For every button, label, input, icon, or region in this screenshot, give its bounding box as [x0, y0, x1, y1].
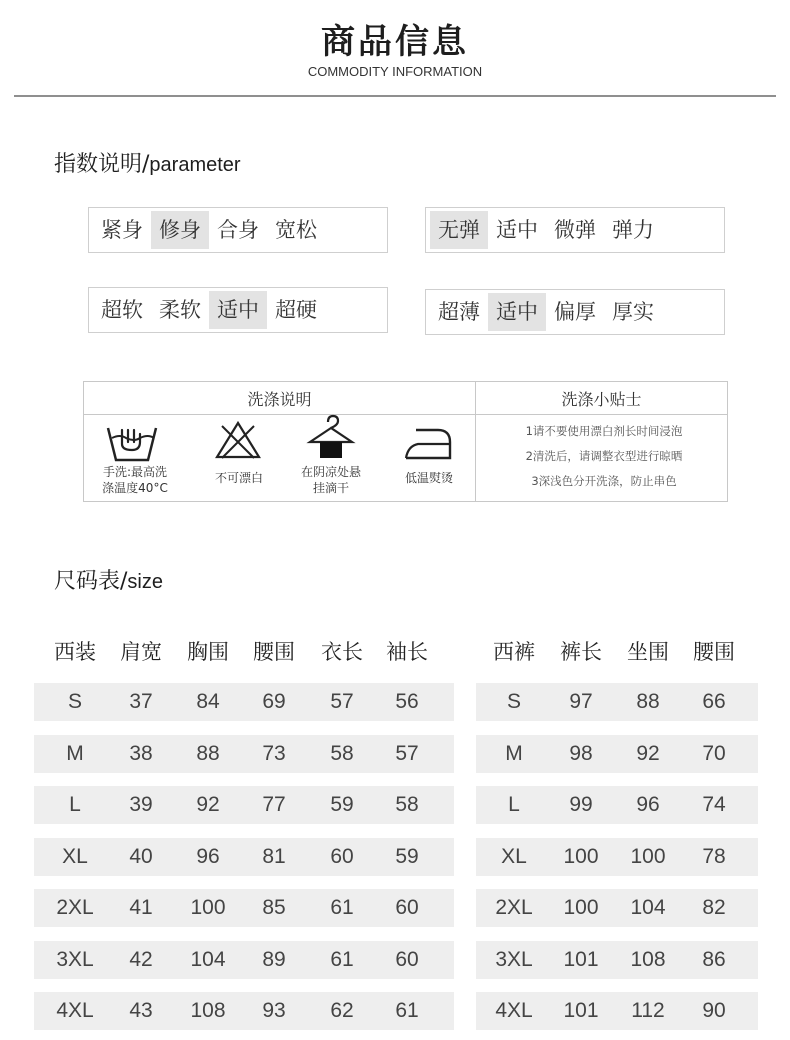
suit-size-table-cell: XL	[62, 844, 88, 868]
pants-size-table-cell: 4XL	[495, 999, 533, 1022]
suit-size-table-row	[34, 683, 454, 721]
suit-size-table-cell: 40	[129, 844, 153, 868]
suit-size-table-cell: 77	[262, 793, 286, 816]
suit-size-table-cell: 104	[190, 947, 226, 971]
suit-size-table-cell: 42	[129, 947, 153, 971]
pants-size-table-cell: XL	[501, 844, 527, 868]
suit-size-table-cell: 4XL	[56, 999, 94, 1022]
pants-size-table-row	[476, 786, 758, 824]
washing-tips-title: 洗涤小贴士	[561, 390, 642, 409]
suit-size-table-cell: 57	[395, 741, 419, 765]
size-label-cn: 尺码表/	[54, 569, 128, 594]
pants-size-table-cell: 98	[569, 741, 593, 765]
suit-size-table-cell: 58	[395, 793, 419, 816]
suit-size-table-cell: 60	[330, 844, 354, 868]
suit-size-table-cell: 37	[129, 690, 153, 713]
parameter-option: 微弹	[554, 218, 596, 242]
washing-panel	[83, 381, 728, 502]
pants-size-header-cell: 西裤	[493, 640, 535, 664]
no-bleach-caption: 不可漂白	[214, 471, 263, 485]
size-label-en: size	[127, 571, 163, 593]
pants-size-table-row	[476, 992, 758, 1030]
suit-size-table-cell: 57	[330, 690, 354, 713]
parameter-option: 超薄	[438, 300, 480, 324]
hang-dry-shade-icon	[306, 414, 356, 460]
low-temp-iron-icon	[402, 422, 454, 462]
suit-size-table-cell: 61	[330, 947, 354, 971]
suit-size-table-cell: S	[67, 690, 82, 713]
suit-size-table-cell: 2XL	[56, 896, 94, 919]
pants-size-header-cell: 腰围	[693, 640, 735, 664]
suit-size-table-cell: 61	[330, 896, 354, 919]
suit-size-table-cell: 59	[395, 844, 419, 868]
pants-size-table-cell: 78	[702, 844, 726, 868]
thickness-index	[425, 289, 725, 335]
pants-size-table-cell: 90	[702, 999, 726, 1022]
pants-size-table-cell: 74	[702, 793, 726, 816]
suit-size-table-cell: 58	[330, 741, 354, 765]
parameter-label-en: parameter	[149, 154, 241, 176]
pants-size-table-cell: 100	[563, 844, 599, 868]
pants-size-header-cell: 裤长	[560, 640, 602, 664]
suit-size-header-cell: 衣长	[321, 640, 363, 664]
parameter-option: 弹力	[612, 218, 654, 242]
size-section-label	[54, 564, 163, 595]
pants-size-table-cell: 100	[630, 844, 666, 868]
hang-dry-caption-line2: 挂滴干	[312, 481, 349, 495]
hand-wash-icon	[104, 420, 160, 464]
parameter-option: 紧身	[101, 218, 143, 242]
pants-size-table-cell: 101	[563, 947, 599, 971]
pants-size-table-cell: 2XL	[495, 896, 533, 919]
parameter-option: 厚实	[612, 300, 654, 324]
suit-size-table-row	[34, 941, 454, 979]
suit-size-table-cell: 59	[330, 793, 354, 816]
pants-size-table-cell: 100	[563, 896, 599, 919]
suit-size-table-cell: 73	[262, 741, 286, 765]
suit-size-table-cell: 81	[262, 844, 286, 868]
suit-size-table-cell: 60	[395, 896, 419, 919]
pants-size-table-cell: S	[506, 690, 521, 713]
suit-size-table-cell: 61	[395, 999, 419, 1022]
suit-size-table-row	[34, 838, 454, 876]
suit-size-table-cell: M	[66, 741, 84, 765]
pants-size-table-row	[476, 889, 758, 927]
pants-size-table-cell: 104	[630, 896, 666, 919]
hand-wash-caption-line2: 涤温度40°C	[102, 481, 168, 495]
suit-size-table-cell: 69	[262, 690, 286, 713]
pants-size-table-cell: 3XL	[495, 947, 533, 971]
suit-size-table-cell: L	[69, 793, 81, 816]
suit-size-header-cell: 西装	[54, 640, 96, 664]
page-title: 商品信息	[321, 22, 469, 62]
pants-size-table-row	[476, 735, 758, 773]
suit-size-table-cell: 85	[262, 896, 286, 919]
suit-size-table-cell: 92	[196, 793, 220, 816]
suit-size-table-cell: 39	[129, 793, 153, 816]
fit-index	[88, 207, 388, 253]
pants-size-table-cell: 97	[569, 690, 593, 713]
parameter-option: 宽松	[275, 218, 317, 242]
pants-size-table-cell: 92	[636, 741, 660, 765]
pants-size-table-cell: 82	[702, 896, 726, 919]
suit-size-header-cell: 袖长	[386, 640, 428, 664]
suit-size-header-cell: 胸围	[187, 640, 229, 664]
parameter-option: 柔软	[159, 298, 201, 322]
parameter-section-label	[54, 147, 241, 178]
parameter-label-cn: 指数说明/	[54, 152, 150, 177]
washing-divider-horizontal	[84, 414, 727, 415]
suit-size-table-cell: 43	[129, 999, 153, 1022]
parameter-option: 无弹	[430, 211, 488, 249]
washing-tip-3: 3深浅色分开洗涤，防止串色	[531, 474, 677, 488]
suit-size-table-cell: 60	[395, 947, 419, 971]
washing-title: 洗涤说明	[247, 390, 312, 409]
suit-size-table-cell: 100	[190, 896, 226, 919]
suit-size-table-cell: 62	[330, 999, 354, 1022]
suit-size-table-row	[34, 889, 454, 927]
suit-size-table-cell: 38	[129, 741, 153, 765]
washing-tip-2: 2清洗后，请调整衣型进行晾晒	[525, 449, 683, 463]
suit-size-table-cell: 56	[395, 690, 419, 713]
parameter-option: 超硬	[275, 298, 317, 322]
parameter-option: 修身	[151, 211, 209, 249]
parameter-option: 适中	[209, 291, 267, 329]
suit-size-table-row	[34, 992, 454, 1030]
stretch-index	[425, 207, 725, 253]
pants-size-table-row	[476, 941, 758, 979]
softness-index	[88, 287, 388, 333]
suit-size-table-cell: 88	[196, 741, 220, 765]
pants-size-header-cell: 坐围	[627, 640, 669, 664]
suit-size-header-cell: 腰围	[253, 640, 295, 664]
suit-size-table-cell: 96	[196, 844, 220, 868]
parameter-option: 适中	[496, 218, 538, 242]
washing-tip-1: 1请不要使用漂白剂长时间浸泡	[525, 424, 683, 438]
pants-size-table-row	[476, 683, 758, 721]
hang-dry-caption-line1: 在阴凉处悬	[300, 465, 361, 479]
hand-wash-caption-line1: 手洗:最高洗	[102, 465, 168, 479]
pants-size-table-cell: L	[508, 793, 520, 816]
parameter-option: 偏厚	[554, 300, 596, 324]
pants-size-table-cell: 96	[636, 793, 660, 816]
pants-size-table-cell: M	[505, 741, 523, 765]
parameter-option: 适中	[488, 293, 546, 331]
suit-size-table-cell: 3XL	[56, 947, 94, 971]
pants-size-table-cell: 70	[702, 741, 726, 765]
pants-size-table-cell: 112	[631, 999, 665, 1022]
suit-size-table-row	[34, 786, 454, 824]
suit-size-header-cell: 肩宽	[120, 640, 162, 664]
parameter-option: 超软	[101, 298, 143, 322]
suit-size-table-cell: 41	[129, 896, 153, 919]
low-temp-iron-caption: 低温熨烫	[404, 471, 453, 485]
suit-size-table-cell: 93	[262, 999, 286, 1022]
no-bleach-icon	[214, 420, 262, 460]
parameter-option: 合身	[217, 218, 259, 242]
suit-size-table-row	[34, 735, 454, 773]
pants-size-table-cell: 101	[563, 999, 599, 1022]
pants-size-table-row	[476, 838, 758, 876]
title-divider	[14, 95, 776, 97]
pants-size-table-cell: 66	[702, 690, 726, 713]
pants-size-table-cell: 108	[630, 947, 666, 971]
suit-size-table-cell: 84	[196, 690, 220, 713]
suit-size-table-cell: 108	[190, 999, 226, 1022]
pants-size-table-cell: 88	[636, 690, 660, 713]
page-subtitle: COMMODITY INFORMATION	[307, 64, 483, 79]
pants-size-table-cell: 99	[569, 793, 593, 816]
pants-size-table-cell: 86	[702, 947, 726, 971]
suit-size-table-cell: 89	[262, 947, 286, 971]
